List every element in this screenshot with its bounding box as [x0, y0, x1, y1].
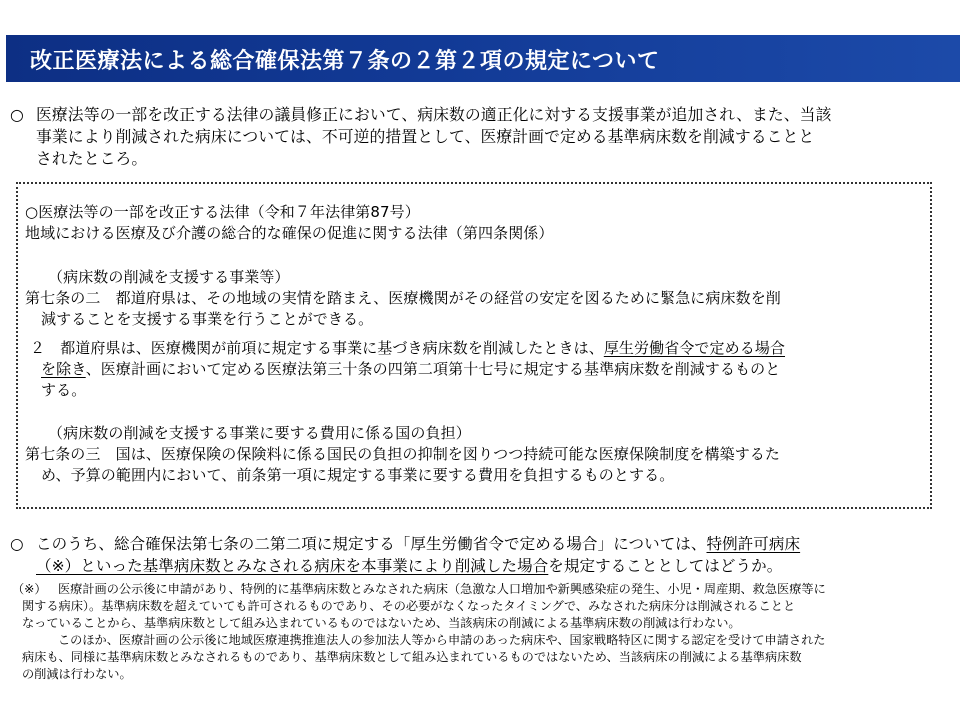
article-7-2-para2-line-3: する。 [41, 381, 87, 399]
law-subtitle: 地域における医療及び介護の総合的な確保の促進に関する法律（第四条関係） [25, 224, 554, 242]
article-7-3-line-2: め、予算の範囲内において、前条第一項に規定する事業に要する費用を負担するものとする。 [41, 466, 675, 484]
conclusion-text-1: このうち、総合確保法第七条の二第二項に規定する「厚生労働省令で定める場合」については、 [36, 535, 707, 553]
conclusion-line-2 [10, 555, 950, 577]
article-7-2-line-1: 第七条の二 都道府県は、その地域の実情を踏まえ、医療機関がその経営の安定を図るために緊急に病床数を削 [25, 289, 781, 307]
intro-line-2: 事業により削減された病床については、不可逆的措置として、医療計画で定める基準病床数を削減することと [36, 127, 815, 146]
article-7-2-para2-line-2 [41, 359, 946, 380]
intro-bullet: ○ [10, 105, 24, 124]
footnote-line-1 [12, 581, 952, 599]
heading-reduction-support: （病床数の削減を支援する事業等） [48, 268, 290, 286]
conclusion-bullet: ○ [10, 535, 24, 553]
heading-national-burden: （病床数の削減を支援する事業に要する費用に係る国の負担） [48, 424, 471, 442]
conclusion-underlined-special-beds: 特例許可病床 [706, 535, 801, 553]
conclusion-text-2: を規定することとしてはどうか。 [548, 557, 783, 575]
intro-text-1: 医療法等の一部を改正する法律の議員修正において、病床数の適正化に対する支援事業が追加され、また、当該 [36, 105, 832, 124]
footnote-line-6: の削減は行わない。 [22, 667, 132, 681]
footnote-line-3: なっていることから、基準病床数として組み込まれているものではないため、当該病床の削減による基準病床数の削減は行わない。 [22, 616, 741, 630]
conclusion-paragraph [10, 533, 950, 577]
para2-text-cont: 、医療計画において定める医療法第三十条の四第二項第十七号に規定する基準病床数を削減するものと [85, 360, 781, 378]
footnote-mark: （※） [12, 582, 47, 596]
footnote-line-5: 病床も、同様に基準病床数とみなされるものであり、基準病床数として組み込まれているものではないため、当該病床の削減による基準病床数 [22, 650, 802, 664]
para2-text: ２ 都道府県は、医療機関が前項に規定する事業に基づき病床数を削減したときは、 [30, 339, 604, 357]
footnote-line-2: 関する病床）。基準病床数を超えていても許可されるものであり、その必要がなくなったタイミングで、みなされた病床分は削減されることと [22, 599, 796, 613]
title-bar [6, 35, 960, 82]
para2-underlined-ministerial-ordinance: 厚生労働省令で定める場合 [603, 339, 786, 357]
footnote-line-4: このほか、医療計画の公示後に地域医療連携推進法人の参加法人等から申請のあった病床や、国家戦略特区に関する認定を受けて申請された [58, 633, 826, 647]
intro-paragraph [10, 104, 950, 170]
conclusion-line-1 [10, 533, 950, 555]
article-7-2-line-2: 減することを支援する事業を行うことができる。 [41, 310, 374, 328]
intro-line-3: されたところ。 [36, 149, 148, 168]
law-name: ○医療法等の一部を改正する法律（令和７年法律第87号） [25, 203, 420, 221]
article-7-3-line-1: 第七条の三 国は、医療保険の保険料に係る国民の負担の抑制を図りつつ持続可能な医療保険制度を構築するた [25, 445, 781, 463]
intro-line-1 [10, 104, 950, 126]
conclusion-underlined-deemed-beds: （※）といった基準病床数とみなされる病床を本事業により削減した場合 [36, 557, 549, 575]
footnote-text-1: 医療計画の公示後に申請があり、特例的に基準病床数とみなされた病床（急激な人口増加や新興感染症の発生、小児・周産期、救急医療等に [58, 582, 826, 596]
para2-underlined-except: を除き [41, 360, 86, 378]
article-7-2-para2-line-1 [30, 338, 935, 359]
page-title: 改正医療法による総合確保法第７条の２第２項の規定について [30, 49, 660, 74]
